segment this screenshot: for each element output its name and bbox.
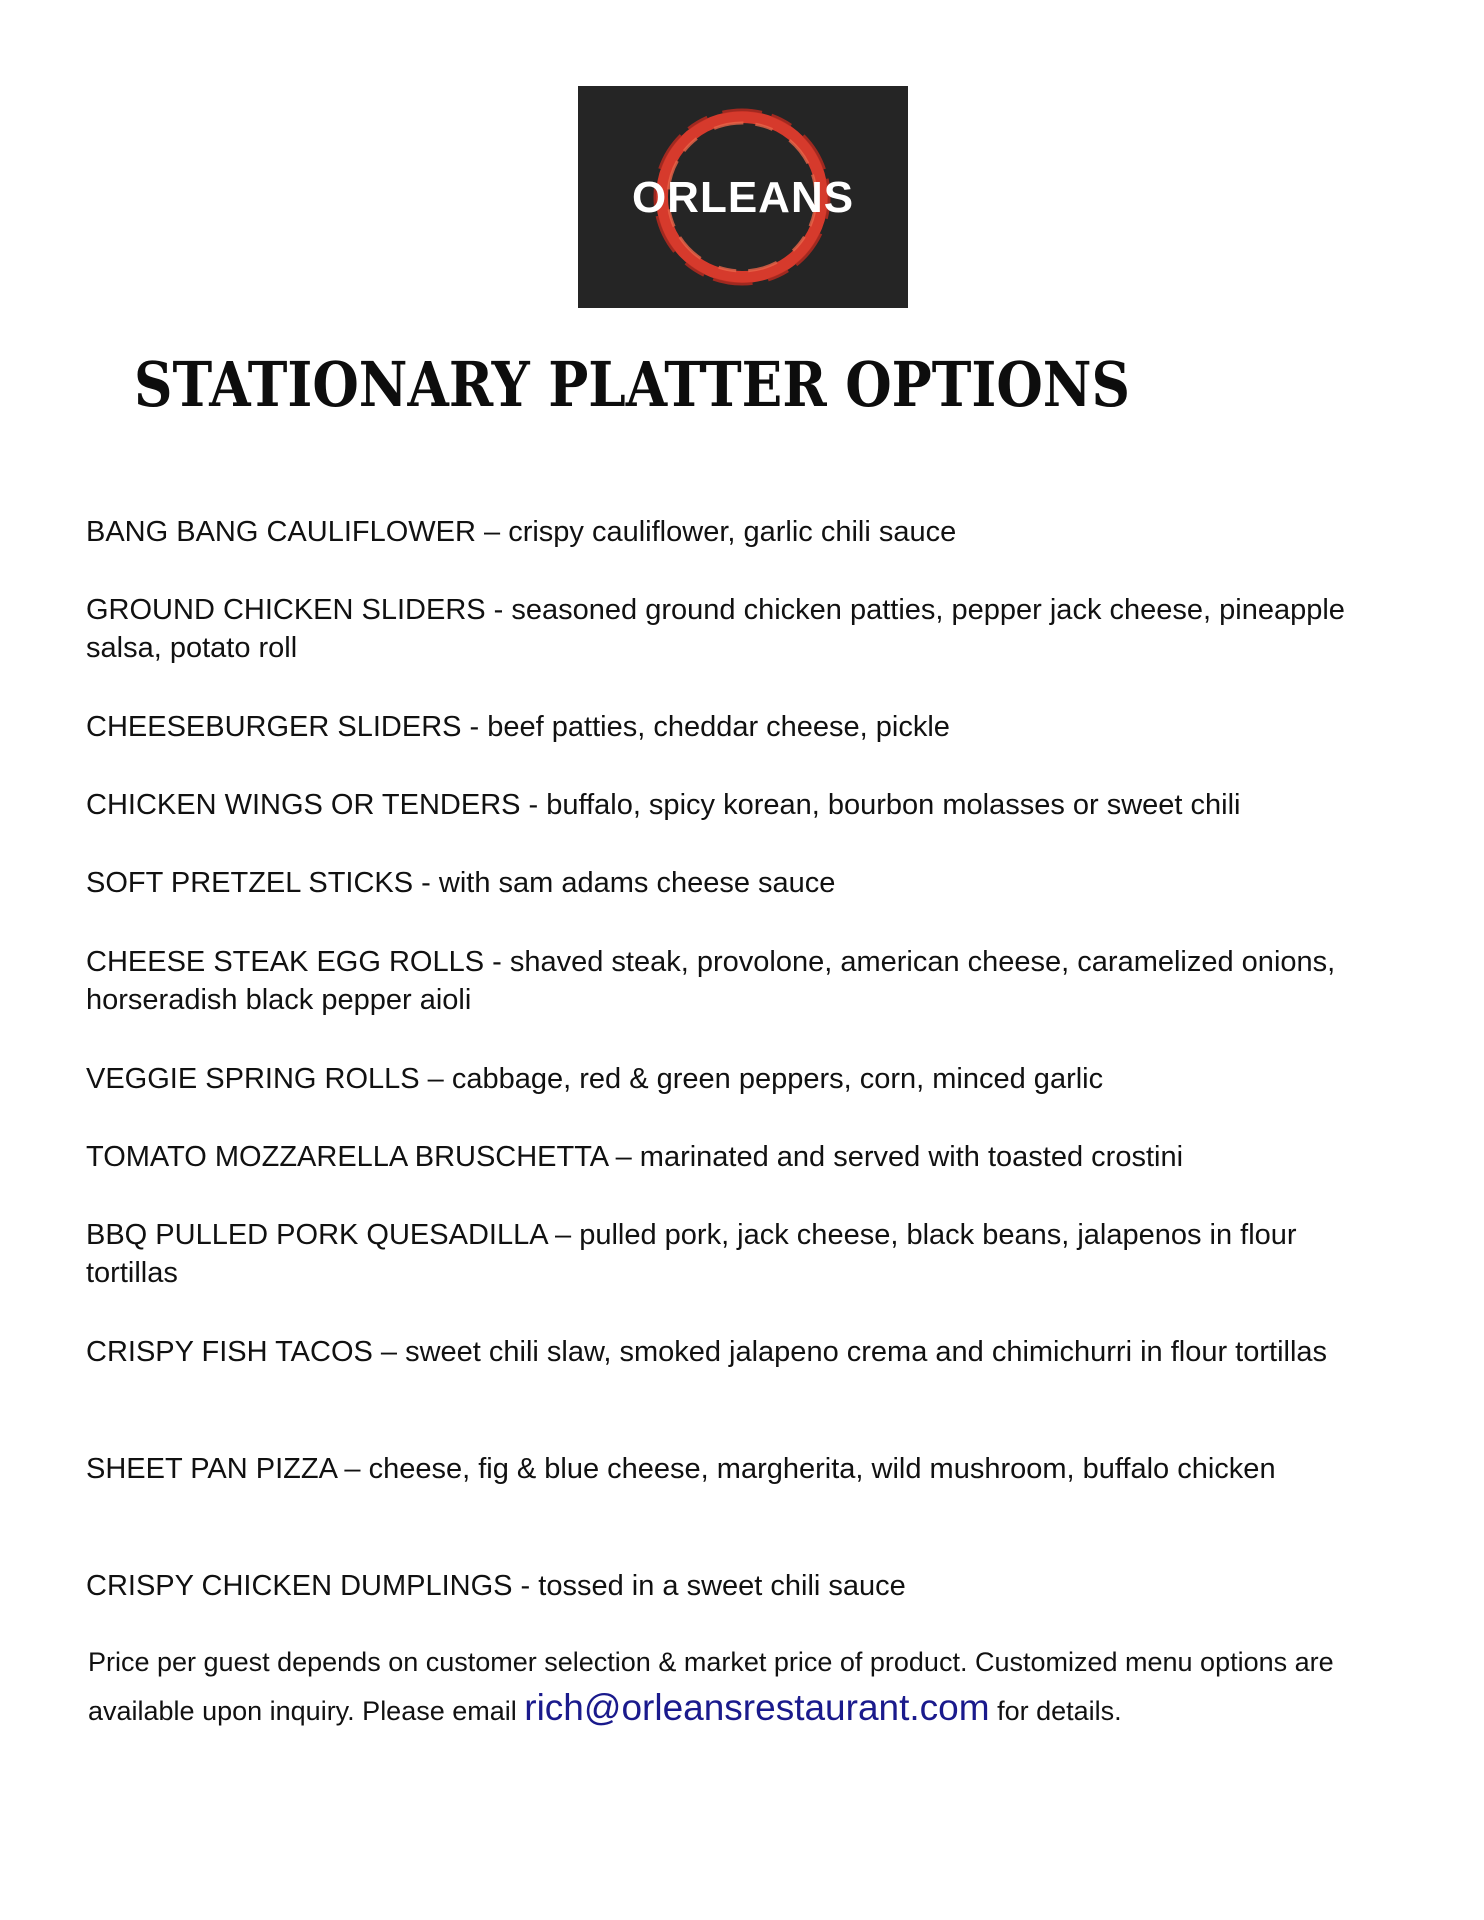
menu-item-sheet-pan-pizza: SHEET PAN PIZZA – cheese, fig & blue cheese, margherita, wild mushroom, buffalo chicken — [86, 1453, 1276, 1485]
orleans-logo-graphic — [578, 86, 908, 308]
pricing-note-suffix: for details. — [989, 1696, 1122, 1726]
menu-item-cheeseburger-sliders: CHEESEBURGER SLIDERS - beef patties, cheddar cheese, pickle — [86, 711, 950, 743]
orleans-logo — [578, 86, 908, 308]
menu-item-crispy-chicken-dumplings: CRISPY CHICKEN DUMPLINGS - tossed in a sweet chili sauce — [86, 1570, 906, 1602]
menu-item-crispy-fish-tacos: CRISPY FISH TACOS – sweet chili slaw, smoked jalapeno crema and chimichurri in flour tortillas — [86, 1336, 1328, 1368]
menu-item-veggie-spring-rolls: VEGGIE SPRING ROLLS – cabbage, red & green peppers, corn, minced garlic — [86, 1063, 1104, 1095]
menu-item-soft-pretzel-sticks: SOFT PRETZEL STICKS - with sam adams cheese sauce — [86, 867, 836, 899]
menu-item-bbq-pulled-pork-quesadilla: BBQ PULLED PORK QUESADILLA – pulled pork, jack cheese, black beans, jalapenos in flour tortillas — [86, 1219, 1297, 1289]
menu-item-tomato-mozzarella-bruschetta: TOMATO MOZZARELLA BRUSCHETTA – marinated and served with toasted crostini — [86, 1141, 1184, 1173]
pricing-note-text: Price per guest depends on customer selection & market price of product. Customized menu options are available upon inquiry. Please email — [88, 1647, 1334, 1726]
logo-wordmark: ORLEANS — [631, 173, 855, 222]
contact-email-link[interactable]: rich@orleansrestaurant.com — [524, 1687, 990, 1728]
menu-item-ground-chicken-sliders: GROUND CHICKEN SLIDERS - seasoned ground chicken patties, pepper jack cheese, pineapple salsa, potato roll — [86, 594, 1345, 664]
pricing-note — [88, 1640, 1408, 1734]
menu-item-bang-bang-cauliflower: BANG BANG CAULIFLOWER – crispy cauliflower, garlic chili sauce — [86, 516, 957, 548]
page-title: STATIONARY PLATTER OPTIONS — [134, 348, 1131, 421]
menu-item-chicken-wings-or-tenders: CHICKEN WINGS OR TENDERS - buffalo, spicy korean, bourbon molasses or sweet chili — [86, 789, 1241, 821]
menu-item-cheese-steak-egg-rolls: CHEESE STEAK EGG ROLLS - shaved steak, provolone, american cheese, caramelized onions, horseradish black pepper aioli — [86, 946, 1336, 1016]
